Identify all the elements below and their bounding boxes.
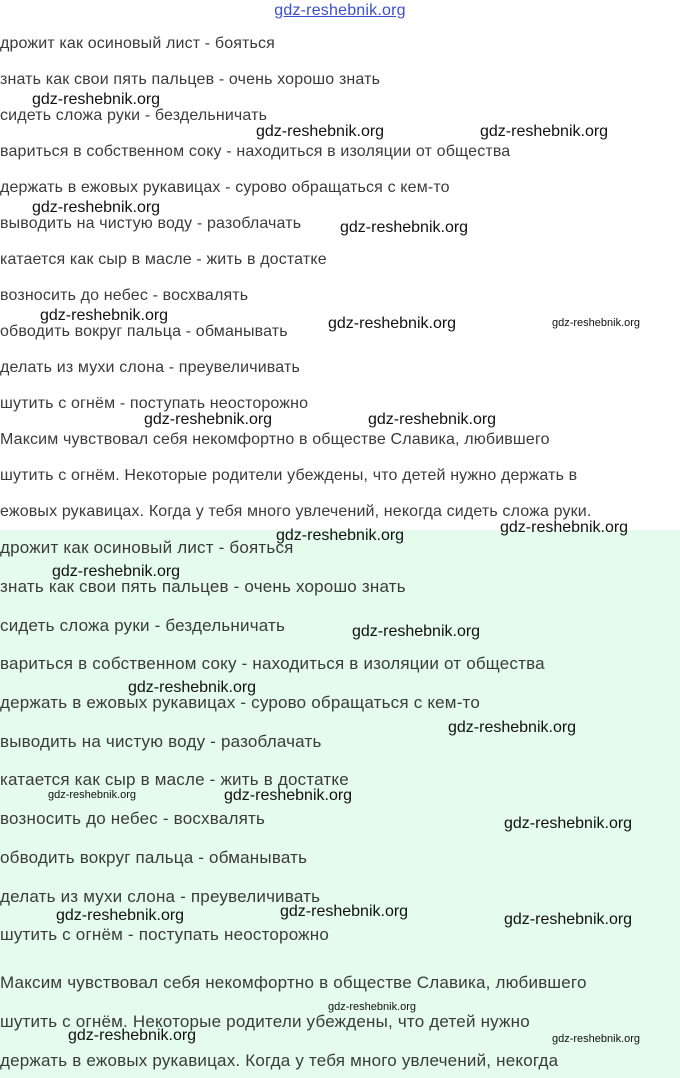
watermark: gdz-reshebnik.org (52, 563, 181, 580)
watermark: gdz-reshebnik.org (68, 1027, 197, 1044)
watermark: gdz-reshebnik.org (276, 527, 405, 544)
watermark: gdz-reshebnik.org (256, 123, 385, 140)
text-line: катается как сыр в масле - жить в достатке (0, 251, 327, 268)
text-line: сидеть сложа руки - бездельничать (0, 107, 268, 124)
watermark: gdz-reshebnik.org (504, 911, 633, 928)
text-line: выводить на чистую воду - разоблачать (0, 215, 302, 232)
text-line: знать как свои пять пальцев - очень хорошо знать (0, 71, 381, 88)
text-line: вариться в собственном соку - находиться в изоляции от общества (0, 654, 545, 673)
text-line: держать в ежовых рукавицах - сурово обращаться с кем-то (0, 693, 481, 712)
watermark: gdz-reshebnik.org (552, 317, 641, 329)
watermark: gdz-reshebnik.org (32, 199, 161, 216)
text-line: шутить с огнём. Некоторые родители убеждены, что детей нужно (0, 1012, 530, 1031)
watermark: gdz-reshebnik.org (368, 411, 497, 428)
text-line: знать как свои пять пальцев - очень хорошо знать (0, 577, 406, 596)
watermark: gdz-reshebnik.org (352, 623, 481, 640)
text-line: шутить с огнём. Некоторые родители убеждены, что детей нужно держать в (0, 467, 578, 484)
watermark: gdz-reshebnik.org (340, 219, 469, 236)
watermark: gdz-reshebnik.org (128, 679, 257, 696)
text-line: делать из мухи слона - преувеличивать (0, 359, 300, 376)
text-line: держать в ежовых рукавицах. Когда у тебя много увлечений, некогда (0, 1051, 559, 1070)
watermark: gdz-reshebnik.org (40, 307, 169, 324)
text-line: катается как сыр в масле - жить в достатке (0, 770, 349, 789)
text-line: дрожит как осиновый лист - бояться (0, 35, 275, 52)
watermark: gdz-reshebnik.org (328, 315, 457, 332)
text-line: Максим чувствовал себя некомфортно в обществе Славика, любившего (0, 973, 587, 992)
text-line: шутить с огнём - поступать неосторожно (0, 925, 329, 944)
text-line: дрожит как осиновый лист - бояться (0, 538, 294, 557)
site-link[interactable]: gdz-reshebnik.org (274, 2, 406, 19)
text-line: шутить с огнём - поступать неосторожно (0, 395, 309, 412)
watermark: gdz-reshebnik.org (32, 91, 161, 108)
text-line: выводить на чистую воду - разоблачать (0, 732, 322, 751)
text-line: держать в ежовых рукавицах - сурово обращаться с кем-то (0, 179, 450, 196)
text-line: возносить до небес - восхвалять (0, 809, 266, 828)
watermark: gdz-reshebnik.org (500, 519, 629, 536)
text-line: сидеть сложа руки - бездельничать (0, 616, 286, 635)
text-line: ежовых рукавицах. Когда у тебя много увлечений, некогда сидеть сложа руки. (0, 503, 592, 520)
watermark: gdz-reshebnik.org (328, 1001, 417, 1013)
watermark: gdz-reshebnik.org (224, 787, 353, 804)
watermark: gdz-reshebnik.org (480, 123, 609, 140)
watermark: gdz-reshebnik.org (552, 1033, 641, 1045)
watermark: gdz-reshebnik.org (448, 719, 577, 736)
watermark: gdz-reshebnik.org (504, 815, 633, 832)
watermark: gdz-reshebnik.org (144, 411, 273, 428)
watermark: gdz-reshebnik.org (48, 789, 137, 801)
watermark: gdz-reshebnik.org (56, 907, 185, 924)
text-line: делать из мухи слона - преувеличивать (0, 887, 321, 906)
text-line: обводить вокруг пальца - обманывать (0, 323, 288, 340)
text-line: возносить до небес - восхвалять (0, 287, 249, 304)
text-line: Максим чувствовал себя некомфортно в обществе Славика, любившего (0, 431, 550, 448)
watermark: gdz-reshebnik.org (280, 903, 409, 920)
text-line: обводить вокруг пальца - обманывать (0, 848, 308, 867)
text-line: вариться в собственном соку - находиться в изоляции от общества (0, 143, 511, 160)
